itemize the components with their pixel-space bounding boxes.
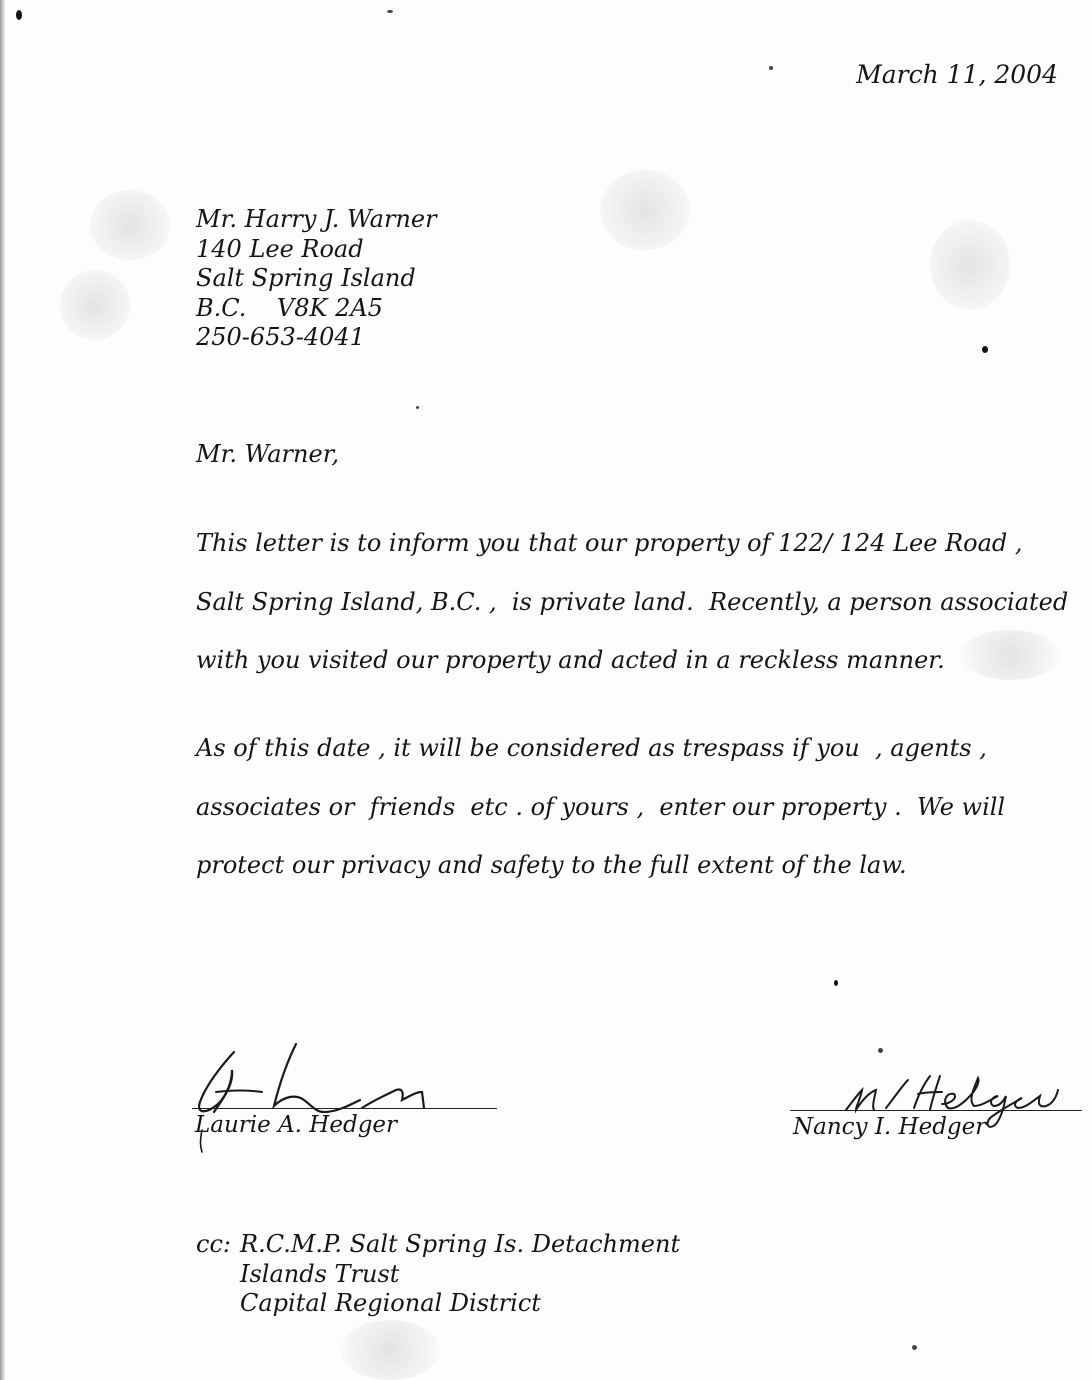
- paragraph-line: This letter is to inform you that our property of 122/ 124 Lee Road ,: [196, 529, 1023, 557]
- carbon-copy-list: [196, 1230, 680, 1319]
- body-paragraph-2: [196, 719, 1005, 895]
- cc-recipient: Capital Regional District: [240, 1289, 541, 1317]
- signature-line: [192, 1108, 497, 1109]
- scan-smudge: [60, 270, 130, 340]
- scan-speck: [912, 1345, 917, 1350]
- signature-line: [790, 1110, 1082, 1111]
- scan-speck: [16, 10, 22, 20]
- signature-block-nancy: [790, 1060, 1082, 1180]
- scan-edge-shadow: [0, 0, 5, 1380]
- signatory-name: Nancy I. Hedger: [793, 1114, 987, 1140]
- scan-speck: [982, 346, 988, 353]
- recipient-phone: 250-653-4041: [196, 323, 365, 351]
- scan-smudge: [600, 170, 690, 250]
- recipient-street: 140 Lee Road: [196, 234, 364, 263]
- cc-label-spacer: [196, 1260, 240, 1290]
- scan-speck: [769, 66, 773, 70]
- scan-smudge: [90, 190, 170, 260]
- cc-label: cc:: [196, 1230, 231, 1258]
- cc-label-spacer: [196, 1289, 240, 1319]
- recipient-name: Mr. Harry J. Warner: [196, 205, 437, 233]
- salutation: Mr. Warner,: [196, 440, 340, 468]
- paragraph-line: As of this date , it will be considered as trespass if you , agents ,: [196, 734, 987, 762]
- cc-recipient: Islands Trust: [240, 1259, 400, 1288]
- paragraph-line: Salt Spring Island, B.C. , is private land. Recently, a person associated: [196, 587, 1069, 616]
- cc-recipient: R.C.M.P. Salt Spring Is. Detachment: [240, 1230, 681, 1258]
- recipient-locality: Salt Spring Island: [196, 264, 416, 292]
- signature-block-laurie: [192, 1030, 497, 1150]
- scan-speck: [416, 406, 419, 409]
- cc-row: [196, 1260, 680, 1290]
- paragraph-line: protect our privacy and safety to the full extent of the law.: [196, 851, 907, 879]
- scan-smudge: [930, 220, 1010, 310]
- paragraph-line: with you visited our property and acted in a reckless manner.: [196, 646, 945, 674]
- scan-speck: [834, 980, 838, 986]
- scan-speck: [387, 10, 393, 13]
- letter-date: March 11, 2004: [856, 60, 1058, 89]
- paragraph-line: associates or friends etc . of yours , enter our property . We will: [196, 792, 1006, 821]
- cc-row: [196, 1289, 680, 1319]
- recipient-address: [196, 205, 437, 353]
- scan-speck: [878, 1048, 883, 1053]
- cc-row: [196, 1230, 680, 1260]
- signatory-name: Laurie A. Hedger: [195, 1112, 398, 1138]
- scan-smudge: [340, 1320, 440, 1380]
- recipient-province-postal: B.C. V8K 2A5: [196, 293, 383, 322]
- body-paragraph-1: [196, 514, 1068, 690]
